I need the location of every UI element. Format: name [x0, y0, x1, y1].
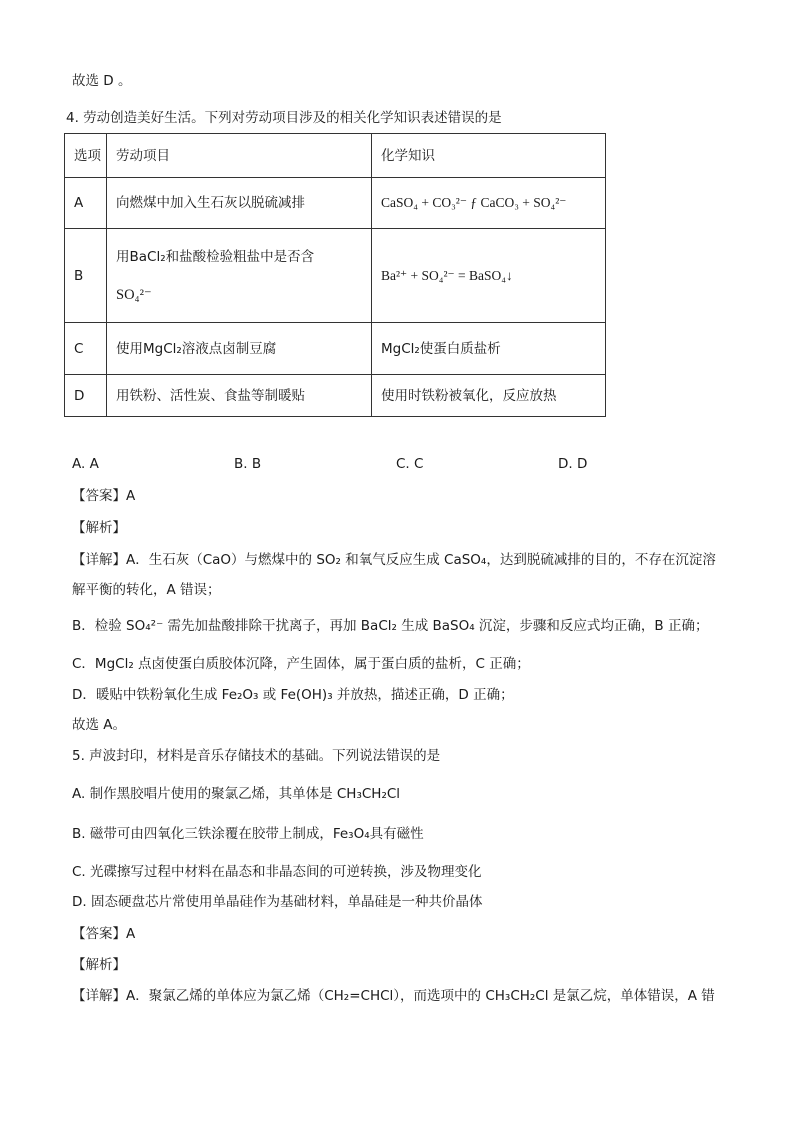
q4-detail-d: D．暖贴中铁粉氧化生成 Fe₂O₃ 或 Fe(OH)₃ 并放热，描述正确，D 正确；: [72, 687, 514, 703]
q4-answer: [72, 486, 135, 506]
question-4-table: [64, 133, 606, 417]
q5-answer: [72, 924, 135, 944]
header-knowledge: 化学知识: [372, 134, 606, 178]
detail-text: A．聚氯乙烯的单体应为氯乙烯（CH₂=CHCl），而选项中的 CH₃CH₂Cl 是氯乙烷，单体错误，A 错: [126, 988, 715, 1004]
detail-label: 【详解】: [72, 988, 126, 1004]
previous-conclusion: 故选 D 。: [72, 73, 132, 89]
row-project: 使用MgCl₂溶液点卤制豆腐: [107, 323, 372, 375]
answer-label: 【答案】: [72, 926, 126, 942]
table-row: [65, 323, 606, 375]
row-knowledge: CaSO₄ + CO₃²⁻ ƒ CaCO₃ + SO₄²⁻: [372, 178, 606, 229]
header-project: 劳动项目: [107, 134, 372, 178]
header-option: 选项: [65, 134, 107, 178]
q4-option-d: D. D: [558, 456, 588, 472]
row-label: B: [65, 229, 107, 323]
question-5-stem: 5. 声波封印，材料是音乐存储技术的基础。下列说法错误的是: [72, 748, 441, 764]
question-4-stem: 4. 劳动创造美好生活。下列对劳动项目涉及的相关化学知识表述错误的是: [66, 110, 502, 126]
answer-value: A: [126, 488, 136, 504]
q4-detail-a-line1: [72, 550, 716, 570]
row-knowledge: Ba²⁺ + SO₄²⁻ = BaSO₄↓: [372, 229, 606, 323]
table-header-row: [65, 134, 606, 178]
q5-detail-a: [72, 986, 715, 1006]
row-label: A: [65, 178, 107, 229]
q4-option-a: A. A: [72, 456, 99, 472]
q5-analysis-label: 【解析】: [72, 957, 126, 973]
detail-text: A．生石灰（CaO）与燃煤中的 SO₂ 和氧气反应生成 CaSO₄，达到脱硫减排的目的，不存在沉淀溶: [126, 552, 716, 568]
table-row: [65, 229, 606, 323]
q5-option-b: B. 磁带可由四氧化三铁涂覆在胶带上制成，Fe₃O₄具有磁性: [72, 826, 424, 842]
q4-conclusion: 故选 A。: [72, 717, 127, 733]
q5-option-c: C. 光碟擦写过程中材料在晶态和非晶态间的可逆转换，涉及物理变化: [72, 864, 482, 880]
detail-label: 【详解】: [72, 552, 126, 568]
answer-value: A: [126, 926, 136, 942]
q5-option-d: D. 固态硬盘芯片常使用单晶硅作为基础材料，单晶硅是一种共价晶体: [72, 894, 483, 910]
row-label: C: [65, 323, 107, 375]
table-row: [65, 178, 606, 229]
q4-detail-c: C．MgCl₂ 点卤使蛋白质胶体沉降，产生固体，属于蛋白质的盐析，C 正确；: [72, 656, 530, 672]
q4-option-b: B. B: [234, 456, 262, 472]
row-project-line1: 用BaCl₂和盐酸检验粗盐中是否含: [116, 248, 315, 265]
q4-detail-a-line2: 解平衡的转化，A 错误；: [72, 582, 221, 598]
row-knowledge: MgCl₂使蛋白质盐析: [372, 323, 606, 375]
table-row: [65, 375, 606, 417]
q4-option-c: C. C: [396, 456, 424, 472]
row-knowledge: 使用时铁粉被氧化，反应放热: [372, 375, 606, 417]
q5-option-a: A. 制作黑胶唱片使用的聚氯乙烯，其单体是 CH₃CH₂Cl: [72, 786, 401, 802]
row-project-line2: SO₄²⁻: [116, 286, 152, 303]
row-label: D: [65, 375, 107, 417]
row-project: 向燃煤中加入生石灰以脱硫减排: [107, 178, 372, 229]
row-project: [107, 229, 372, 323]
q4-analysis-label: 【解析】: [72, 520, 126, 536]
q4-detail-b: B．检验 SO₄²⁻ 需先加盐酸排除干扰离子，再加 BaCl₂ 生成 BaSO₄ 沉淀，步骤和反应式均正确，B 正确；: [72, 618, 709, 634]
answer-label: 【答案】: [72, 488, 126, 504]
row-project: 用铁粉、活性炭、食盐等制暖贴: [107, 375, 372, 417]
